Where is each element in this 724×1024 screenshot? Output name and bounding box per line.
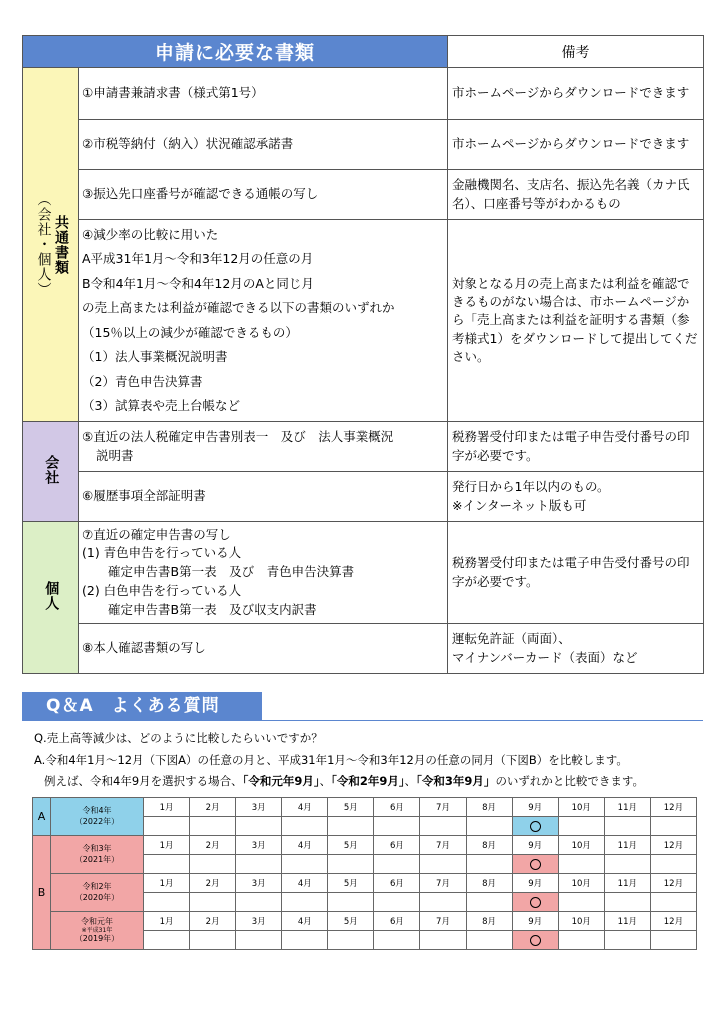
month-cell [512,931,558,950]
month-cell [190,855,236,874]
doc-row-1: ①申請書兼請求書（様式第1号） [79,68,448,120]
month-label: 4月 [282,912,328,931]
category-common-main: 共通書類 [53,214,69,275]
doc-row-7: ⑦直近の確定申告書の写し (1) 青色申告を行っている人 確定申告書B第一表 及び 青色申告決算書 (2) 白色申告を行っている人 確定申告書B第一表 及び収支内訳書 [79,522,448,624]
month-label: 6月 [374,798,420,817]
year-label: 令和2年 （2020年） [51,874,144,912]
month-label: 9月 [512,836,558,855]
category-common [23,68,79,422]
month-label: 12月 [650,874,696,893]
month-cell [328,855,374,874]
month-cell [144,855,190,874]
month-cell [604,855,650,874]
month-cell [604,893,650,912]
month-cell [190,893,236,912]
selected-marker [530,859,541,870]
month-label: 9月 [512,874,558,893]
note-row-6: 発行日から1年以内のもの。 ※インターネット版も可 [448,472,704,522]
month-label: 1月 [144,912,190,931]
month-cell [558,855,604,874]
month-cell [558,931,604,950]
year-label: 令和元年 ※平成31年 （2019年） [51,912,144,950]
month-cell [374,817,420,836]
group-a-label: A [33,798,51,836]
docs-header: 申請に必要な書類 [23,36,448,68]
month-cell [512,855,558,874]
month-label: 5月 [328,798,374,817]
selected-marker [530,897,541,908]
month-label: 10月 [558,798,604,817]
month-label: 1月 [144,874,190,893]
category-person-label: 個人 [43,580,60,611]
month-label: 8月 [466,798,512,817]
month-label: 11月 [604,798,650,817]
month-label: 6月 [374,874,420,893]
month-cell [374,893,420,912]
month-cell [282,893,328,912]
month-label: 11月 [604,836,650,855]
doc-row-5: ⑤直近の法人税確定申告書別表一 及び 法人事業概況 説明書 [79,422,448,472]
note-row-7: 税務署受付印または電子申告受付番号の印字が必要です。 [448,522,704,624]
month-cell [558,893,604,912]
month-label: 10月 [558,874,604,893]
month-cell [328,817,374,836]
month-label: 8月 [466,874,512,893]
month-cell [144,931,190,950]
month-cell [190,931,236,950]
month-cell [190,817,236,836]
doc-row-8: ⑧本人確認書類の写し [79,624,448,674]
month-label: 5月 [328,874,374,893]
month-label: 9月 [512,912,558,931]
selected-marker [530,935,541,946]
month-cell [650,817,696,836]
group-b-label: B [33,836,51,950]
month-label: 12月 [650,912,696,931]
month-label: 2月 [190,912,236,931]
month-cell [236,855,282,874]
selected-marker [530,821,541,832]
month-label: 7月 [420,912,466,931]
month-cell [466,893,512,912]
category-common-sub: （会社・個人） [35,192,52,297]
month-label: 7月 [420,874,466,893]
doc-row-4: ④減少率の比較に用いた A平成31年1月～令和3年12月の任意の月 B令和4年1月～令和4年12月のAと同じ月 の売上高または利益が確認できる以下の書類のいずれか （15％以上の減少が確認できるもの） （1）法人事業概況説明書 （2）青色申告決算書 （3）試算表や売上台帳など [79,220,448,422]
year-label: 令和4年 （2022年） [51,798,144,836]
note-row-3: 金融機関名、支店名、振込先名義（カナ氏名）、口座番号等がわかるもの [448,170,704,220]
month-cell [282,855,328,874]
month-label: 2月 [190,836,236,855]
requirements-table [22,35,704,674]
year-label: 令和3年 （2021年） [51,836,144,874]
month-label: 6月 [374,912,420,931]
month-cell [236,817,282,836]
month-label: 10月 [558,912,604,931]
month-cell [420,931,466,950]
qa-answer: A.令和4年1月～12月（下図A）の任意の月と、平成31年1月～令和3年12月の任意の同月（下図B）を比較します。 [34,753,628,767]
month-label: 3月 [236,798,282,817]
note-row-4: 対象となる月の売上高または利益を確認できるものがない場合は、市ホームページから「売上高または利益を証明する書類（参考様式1）をダウンロードして提出してください。 [448,220,704,422]
note-row-1: 市ホームページからダウンロードできます [448,68,704,120]
month-label: 10月 [558,836,604,855]
month-cell [466,817,512,836]
month-cell [466,855,512,874]
qa-title: Q＆A よくある質問 [22,692,262,720]
month-label: 5月 [328,836,374,855]
month-label: 12月 [650,836,696,855]
month-label: 2月 [190,874,236,893]
month-cell [558,817,604,836]
month-cell [236,931,282,950]
month-cell [328,931,374,950]
month-label: 1月 [144,798,190,817]
month-label: 7月 [420,836,466,855]
month-comparison-table [32,797,697,950]
doc-row-2: ②市税等納付（納入）状況確認承諾書 [79,120,448,170]
month-label: 3月 [236,836,282,855]
month-cell [604,931,650,950]
month-cell [144,817,190,836]
month-cell [420,817,466,836]
month-cell [420,855,466,874]
month-cell [144,893,190,912]
category-person [23,522,79,674]
category-company-label: 会社 [43,454,60,485]
month-label: 4月 [282,836,328,855]
month-label: 12月 [650,798,696,817]
month-cell [650,855,696,874]
month-label: 8月 [466,836,512,855]
note-row-5: 税務署受付印または電子申告受付番号の印字が必要です。 [448,422,704,472]
month-label: 2月 [190,798,236,817]
month-label: 3月 [236,912,282,931]
month-cell [650,931,696,950]
month-cell [512,893,558,912]
qa-example: 例えば、令和4年9月を選択する場合、「令和元年9月」、「令和2年9月」、「令和3年9月」のいずれかと比較できます。 [44,774,645,788]
month-cell [282,817,328,836]
month-label: 9月 [512,798,558,817]
month-cell [466,931,512,950]
doc-row-6: ⑥履歴事項全部証明書 [79,472,448,522]
qa-question: Q.売上高等減少は、どのように比較したらいいですか？ [34,731,323,745]
doc-row-3: ③振込先口座番号が確認できる通帳の写し [79,170,448,220]
month-label: 4月 [282,798,328,817]
month-label: 4月 [282,874,328,893]
month-label: 5月 [328,912,374,931]
month-label: 3月 [236,874,282,893]
note-row-8: 運転免許証（両面）、 マイナンバーカード（表面）など [448,624,704,674]
month-label: 6月 [374,836,420,855]
note-row-2: 市ホームページからダウンロードできます [448,120,704,170]
month-cell [328,893,374,912]
month-label: 1月 [144,836,190,855]
month-cell [374,931,420,950]
month-label: 11月 [604,912,650,931]
month-label: 8月 [466,912,512,931]
notes-header: 備考 [448,36,704,68]
month-cell [282,931,328,950]
month-cell [650,893,696,912]
qa-divider [22,720,703,721]
month-cell [374,855,420,874]
month-cell [604,817,650,836]
month-cell [236,893,282,912]
month-label: 11月 [604,874,650,893]
category-company [23,422,79,522]
month-cell [512,817,558,836]
month-cell [420,893,466,912]
month-label: 7月 [420,798,466,817]
